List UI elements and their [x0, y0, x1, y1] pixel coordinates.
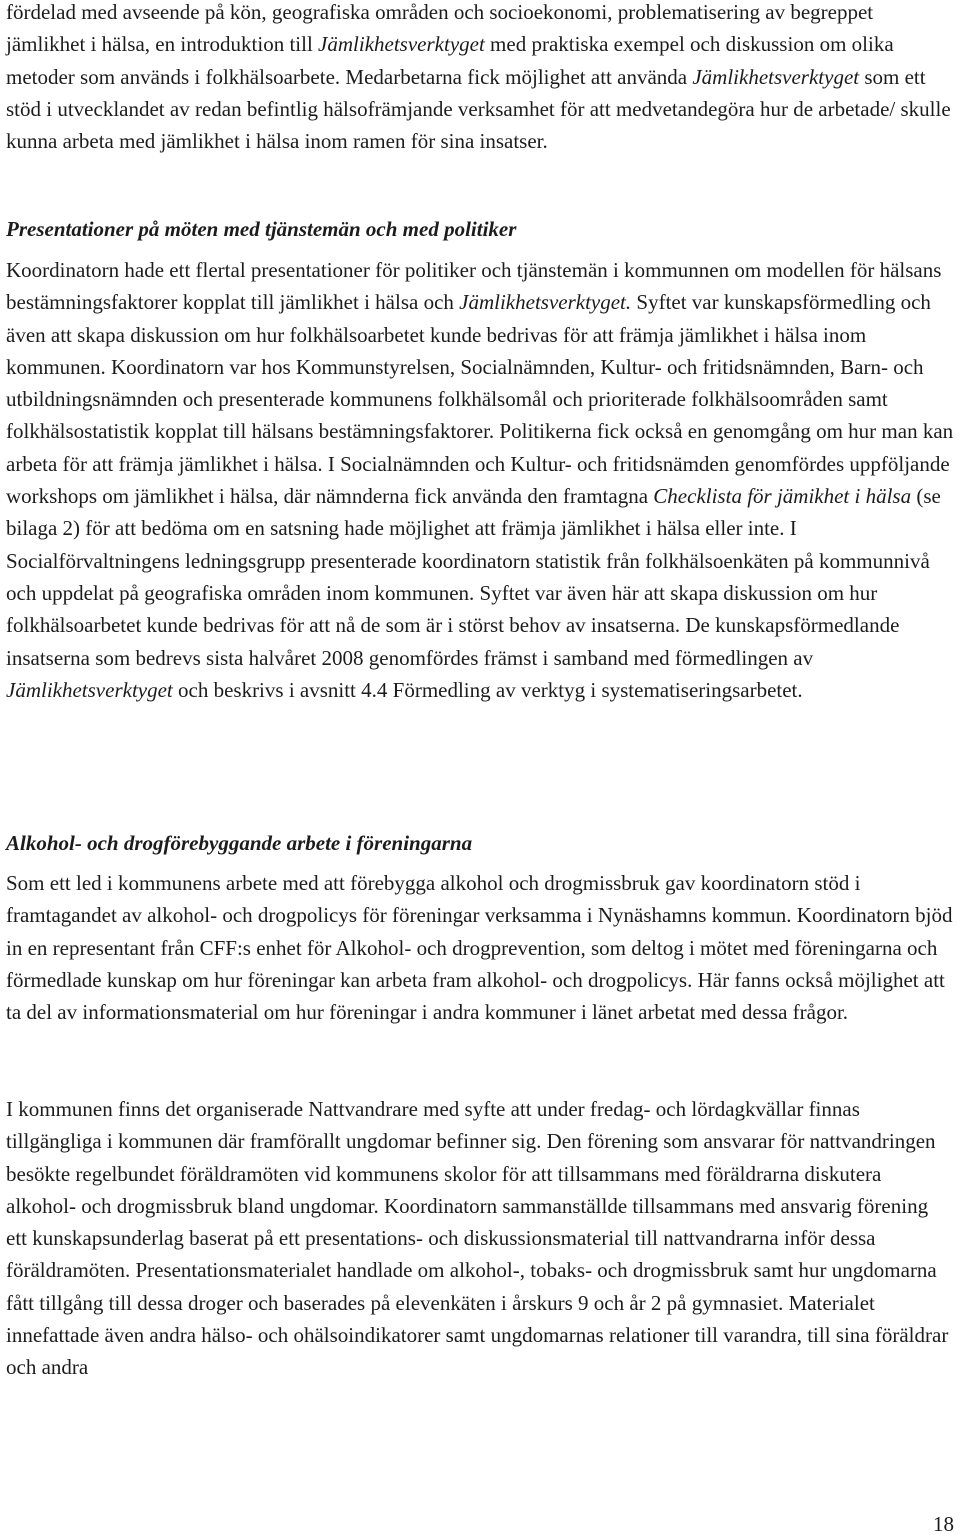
- body-paragraph-2: [6, 254, 954, 706]
- body-paragraph-4: [6, 1093, 954, 1384]
- text-run: I kommunen finns det organiserade Nattvandrare med syfte att under fredag- och lördagkvällar finnas tillgängliga i kommunen där framförallt ungdomar befinner sig. Den förening som ansvarar för nattvandringen besökte regelbundet föräldramöten vid kommunens skolor för att tillsammans med föräldrarna diskutera alkohol- och drogmissbruk bland ungdomar. Koordinatorn sammanställde tillsammans med ansvarig förening ett kunskapsunderlag baserat på ett presentations- och diskussionsmaterial till nattvandrarna inför dessa föräldramöten. Presentationsmaterialet handlade om alkohol-, tobaks- och drogmissbruk samt hur ungdomarna fått tillgång till dessa droger och baserades på elevenkäten i årskurs 9 och år 2 på gymnasiet. Materialet innefattade även andra hälso- och ohälsoindikatorer samt ungdomarnas relationer till varandra, till sina föräldrar och andra: [6, 1097, 949, 1380]
- text-run: Koordinatorn hade ett flertal presentationer för politiker och tjänstemän i kommunnen om modellen för hälsans bestämningsfaktorer kopplat till jämlikhet i hälsa och: [6, 258, 942, 315]
- text-run: Syftet var kunskapsförmedling och även att skapa diskussion om hur folkhälsoarbetet kunde bedrivas för att främja jämlikhet i hälsa inom kommunen. Koordinatorn var hos Kommunstyrelsen, Socialnämnden, Kultur- och fritidsnämnden, Barn- och utbildningsnämnden och presenterade kommunens folkhälsomål och prioriterade folkhälsoområden samt folkhälsostatistik kopplat till hälsans bestämningsfaktorer. Politikerna fick också en genomgång om hur man kan arbeta för att främja jämlikhet i hälsa. I Socialnämnden och Kultur- och fritidsnämden genomfördes uppföljande workshops om jämlikhet i hälsa, där nämnderna fick använda den framtagna: [6, 290, 954, 509]
- text-run-italic: Jämlikhetsverktyget.: [459, 290, 632, 315]
- page-number: 18: [933, 1512, 954, 1536]
- section-heading-alcohol-drugs: Alkohol- och drogförebyggande arbete i föreningarna: [6, 831, 473, 855]
- text-run-italic: Jämlikhetsverktyget: [6, 677, 173, 702]
- text-run-italic: Jämlikhetsverktyget: [692, 64, 860, 89]
- text-run: fördelad med avseende på kön, geografiska områden och socioekonomi, problematisering av begreppet jämlikhet i hälsa, en introduktion till: [6, 0, 874, 57]
- text-run: Som ett led i kommunens arbete med att förebygga alkohol och drogmissbruk gav koordinatorn stöd i framtagandet av alkohol- och drogpolicys för föreningar verksamma i Nynäshamns kommun. Koordinatorn bjöd in en representant från CFF:s enhet för Alkohol- och drogprevention, som deltog i mötet med föreningarna och förmedlade kunskap om hur föreningar kan arbeta fram alkohol- och drogpolicys. Här fanns också möjlighet att ta del av informationsmaterial om hur föreningar i andra kommuner i länet arbetat med dessa frågor.: [6, 871, 953, 1025]
- text-run-italic: Jämlikhetsverktyget: [318, 32, 485, 57]
- text-run: (se bilaga 2) för att bedöma om en satsning hade möjlighet att främja jämlikhet i hälsa eller inte. I Socialförvaltningens ledningsgrupp presenterade koordinatorn statistik från folkhälsoenkäten på kommunnivå och uppdelat på geografiska områden inom kommunen. Syftet var även här att skapa diskussion om hur folkhälsoarbetet kunde bedrivas för att nå de som är i störst behov av insatserna. De kunskapsförmedlande insatserna som bedrevs sista halvåret 2008 genomfördes främst i samband med förmedlingen av: [6, 484, 941, 670]
- body-paragraph-3: [6, 867, 954, 1028]
- section-heading-presentations: Presentationer på möten med tjänstemän och med politiker: [6, 217, 517, 241]
- text-run: och beskrivs i avsnitt 4.4 Förmedling av verktyg i systematiseringsarbetet.: [172, 677, 803, 702]
- body-paragraph-1: [6, 0, 954, 157]
- text-run-italic: Checklista för jämikhet i hälsa: [653, 484, 912, 509]
- text-run: som ett stöd i utvecklandet av redan befintlig hälsofrämjande verksamhet för att medvetandegöra hur de arbetade/ skulle kunna arbeta med jämlikhet i hälsa inom ramen för sina insatser.: [6, 64, 951, 154]
- text-run: med praktiska exempel och diskussion om olika metoder som används i folkhälsoarbete. Medarbetarna fick möjlighet att använda: [6, 32, 894, 89]
